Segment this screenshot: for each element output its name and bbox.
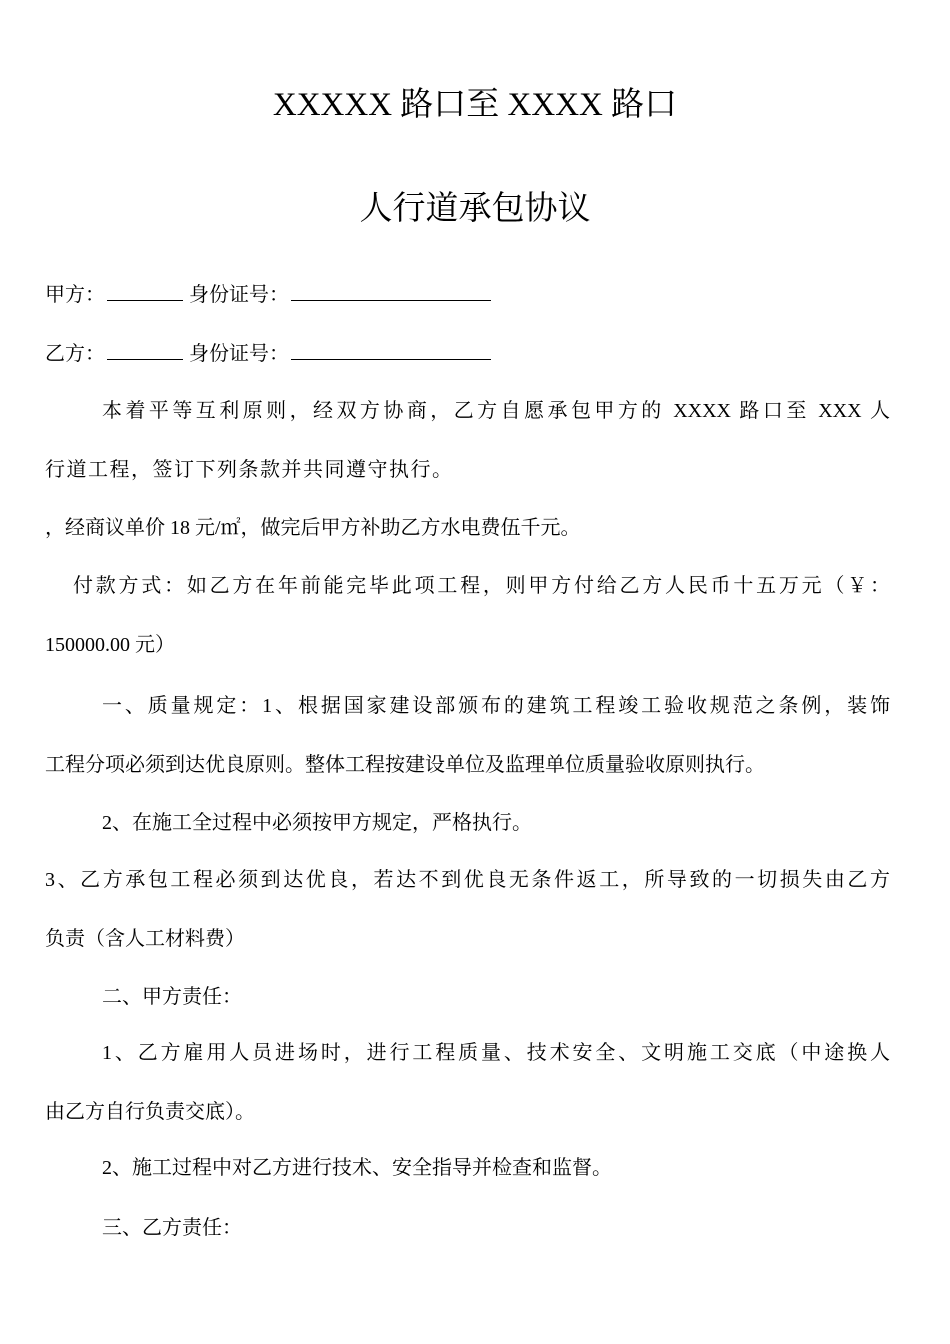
party-b-id-blank	[291, 341, 491, 360]
payment-paragraph-line-1: 付款方式：如乙方在年前能完毕此项工程，则甲方付给乙方人民币十五万元（￥：	[73, 575, 890, 597]
party-a-name-blank	[107, 282, 183, 301]
price-paragraph: ，经商议单价 18 元/㎡，做完后甲方补助乙方水电费伍千元。	[45, 517, 581, 539]
intro-paragraph-line-1: 本着平等互利原则，经双方协商，乙方自愿承包甲方的 XXXX 路口至 XXX 人	[102, 400, 890, 422]
party-a-line	[45, 282, 497, 307]
party-a-responsibility-heading: 二、甲方责任：	[102, 986, 242, 1008]
quality-item-3-line-2: 负责（含人工材料费）	[45, 928, 245, 950]
party-a-responsibility-1-line-2: 由乙方自行负责交底）。	[45, 1101, 255, 1123]
party-a-label: 甲方：	[45, 284, 105, 306]
quality-paragraph-line-1: 一、质量规定：1、根据国家建设部颁布的建筑工程竣工验收规范之条例，装饰	[102, 695, 890, 717]
quality-item-3-line-1: 3、乙方承包工程必须到达优良，若达不到优良无条件返工，所导致的一切损失由乙方	[45, 869, 890, 891]
party-b-id-label: 身份证号：	[189, 343, 289, 365]
quality-item-2: 2、在施工全过程中必须按甲方规定，严格执行。	[102, 812, 532, 834]
party-b-label: 乙方：	[45, 343, 105, 365]
party-a-responsibility-1-line-1: 1、乙方雇用人员进场时，进行工程质量、技术安全、文明施工交底（中途换人	[102, 1042, 890, 1064]
intro-paragraph-line-2: 行道工程，签订下列条款并共同遵守执行。	[45, 459, 454, 481]
document-title-line-1: XXXXX 路口至 XXXX 路口	[272, 87, 678, 123]
document-title-line-2: 人行道承包协议	[359, 191, 591, 227]
party-b-responsibility-heading: 三、乙方责任：	[102, 1217, 242, 1239]
party-b-name-blank	[107, 341, 183, 360]
party-a-responsibility-2: 2、施工过程中对乙方进行技术、安全指导并检查和监督。	[102, 1157, 612, 1179]
payment-paragraph-line-2: 150000.00 元）	[45, 634, 175, 656]
quality-paragraph-line-2: 工程分项必须到达优良原则。整体工程按建设单位及监理单位质量验收原则执行。	[45, 754, 765, 776]
party-b-line	[45, 341, 497, 366]
party-a-id-label: 身份证号：	[189, 284, 289, 306]
party-a-id-blank	[291, 282, 491, 301]
